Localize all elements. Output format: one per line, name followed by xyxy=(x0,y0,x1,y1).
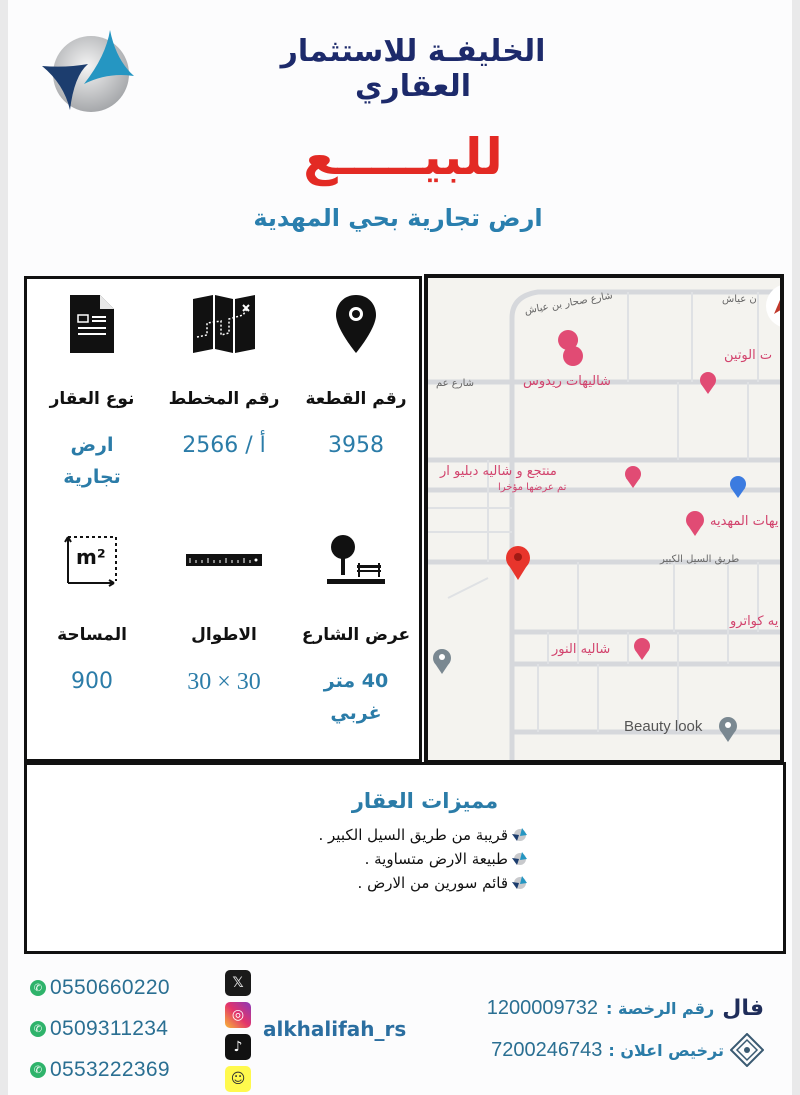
property-type-value: ارض تجارية xyxy=(63,434,121,488)
dimensions-value: 30 × 30 xyxy=(187,669,261,695)
property-type-label: نوع العقار xyxy=(49,389,135,409)
street-label: طريق السيل الكبير xyxy=(660,554,740,565)
street-width-value: 40 متر غربي xyxy=(323,670,389,724)
street-label: شارع صحار بن عياش xyxy=(523,290,614,317)
map-poi[interactable]: شاليه النور xyxy=(552,642,611,657)
feature-item: قريبة من طريق السيل الكبير . xyxy=(287,823,527,847)
property-type-cell xyxy=(27,289,157,493)
license-row xyxy=(487,996,764,1021)
street-width-cell xyxy=(291,525,421,729)
license-number: 1200009732 xyxy=(486,997,599,1019)
folded-map-icon xyxy=(159,289,289,359)
features-title: مميزات العقار xyxy=(351,789,499,813)
ruler-icon xyxy=(159,525,289,595)
dimensions-label: الاطوال xyxy=(191,625,257,645)
phone-link[interactable]: ✆ 0553222369 xyxy=(30,1057,170,1083)
location-map[interactable] xyxy=(424,274,784,764)
social-handle[interactable]: alkhalifah_rs xyxy=(263,1017,407,1041)
street-label: شارع عم xyxy=(436,378,475,389)
property-details-box xyxy=(24,276,422,762)
scheme-number-value: 2566 / أ xyxy=(182,433,266,458)
map-poi[interactable]: ت الوتين xyxy=(724,348,773,363)
ad-license-label: ترخيص اعلان : xyxy=(608,1040,724,1060)
x-icon[interactable]: 𝕏 xyxy=(225,970,251,996)
phone-list xyxy=(30,975,170,1095)
map-poi[interactable]: يه كواترو xyxy=(730,614,779,629)
whatsapp-icon: ✆ xyxy=(30,980,46,996)
plot-number-label: رقم القطعة xyxy=(305,389,407,409)
street-tree-bench-icon xyxy=(291,525,421,595)
area-value: 900 xyxy=(71,669,113,694)
document-icon xyxy=(27,289,157,359)
scheme-number-label: رقم المخطط xyxy=(168,389,280,409)
map-poi[interactable]: Beauty look xyxy=(624,718,703,735)
map-poi[interactable]: منتجع و شاليه دبليو ار xyxy=(440,464,557,479)
ad-license-diamond-icon xyxy=(730,1033,764,1067)
tiktok-icon[interactable]: ♪ xyxy=(225,1034,251,1060)
area-m2-icon: m² xyxy=(27,525,157,595)
feature-item: قائم سورين من الارض . xyxy=(287,871,527,895)
property-features-box xyxy=(24,762,786,954)
plot-number-value: 3958 xyxy=(328,433,384,458)
instagram-icon[interactable]: ◎ xyxy=(225,1002,251,1028)
brand-title: الخليفـة للاستثمار العقاري xyxy=(280,34,546,104)
area-cell xyxy=(27,525,157,699)
map-poi[interactable]: شاليهات ريدوس xyxy=(523,374,611,389)
whatsapp-icon: ✆ xyxy=(30,1062,46,1078)
property-subtitle: ارض تجارية بحي المهدية xyxy=(253,204,543,232)
logo-bullet-icon xyxy=(511,876,527,890)
feature-item: طبيعة الارض متساوية . xyxy=(287,847,527,871)
phone-link[interactable]: ✆ 0550660220 xyxy=(30,975,170,1001)
scheme-number-cell xyxy=(159,289,289,463)
listing-flyer xyxy=(8,0,792,1095)
map-poi-sub: تم عرضها مؤخرا xyxy=(498,482,567,493)
area-label: المساحة xyxy=(57,625,127,645)
map-poi[interactable]: يهات المهديه xyxy=(710,514,779,529)
ad-license-row xyxy=(491,1033,764,1067)
phone-link[interactable]: ✆ 0509311234 xyxy=(30,1016,170,1042)
map-pin-icon xyxy=(291,289,421,359)
whatsapp-icon: ✆ xyxy=(30,1021,46,1037)
street-label: ن عياش xyxy=(722,294,757,305)
social-icons xyxy=(225,970,253,1095)
plot-number-cell xyxy=(291,289,421,463)
for-sale-headline: للبيـــــع xyxy=(303,128,503,186)
street-width-label: عرض الشارع xyxy=(301,625,411,645)
license-label: رقم الرخصة : xyxy=(606,999,715,1018)
fal-logo-icon: فال xyxy=(722,996,764,1021)
ad-license-number: 7200246743 xyxy=(491,1038,603,1061)
dimensions-cell xyxy=(159,525,289,699)
snapchat-icon[interactable]: ☺ xyxy=(225,1066,251,1092)
company-logo-icon xyxy=(36,26,136,114)
logo-bullet-icon xyxy=(511,828,527,842)
features-list xyxy=(287,823,527,895)
logo-bullet-icon xyxy=(511,852,527,866)
